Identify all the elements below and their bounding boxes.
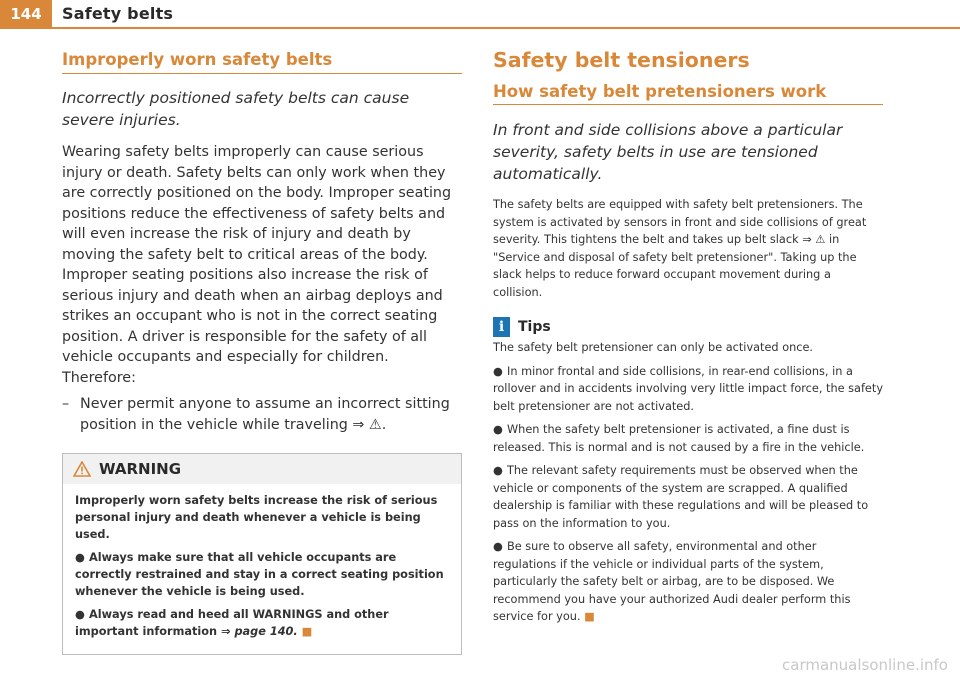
list-item: ● In minor frontal and side collisions, in rear-end collisions, in a rollover and in accidents involving very little impact force, the safety belt pretensioner are not activated. [493, 364, 884, 413]
list-item [62, 394, 462, 435]
end-marker-icon: ■ [301, 625, 313, 638]
section-title: Improperly worn safety belts [62, 50, 462, 74]
list-item-text: Never permit anyone to assume an incorrect sitting position in the vehicle while traveling ⇒ ⚠. [80, 396, 450, 433]
section-intro: In front and side collisions above a particular severity, safety belts in use are tensioned automatically. [493, 121, 843, 183]
list-item: ● Be sure to observe all safety, environmental and other regulations if the vehicle or individual parts of the system, particularly the safety belt or airbag, are to be disposed. We recommend you have your authorized Audi dealer perform this service for you. ■ [493, 540, 851, 623]
list-item: ● The relevant safety requirements must be observed when the vehicle or components of the system are scrapped. A qualified dealership is familiar with these regulations and will be pleased to pass on the information to you. [493, 464, 869, 530]
warning-bullet: ● Always make sure that all vehicle occupants are correctly restrained and stay in a correct seating position whenever the vehicle is being used. [75, 551, 444, 598]
page-reference-link[interactable]: page 140. [234, 625, 298, 638]
warning-title: WARNING [99, 460, 182, 478]
warning-box [62, 453, 462, 655]
tips-list [493, 339, 883, 626]
section-title: Safety belt tensioners [493, 48, 750, 72]
watermark: carmanualsonline.info [782, 656, 948, 674]
end-marker-icon: ■ [584, 610, 595, 623]
tips-title: Tips [518, 319, 551, 335]
dash-bullet: – [62, 396, 70, 412]
warning-header [63, 454, 461, 484]
tips-intro: The safety belt pretensioner can only be activated once. [493, 341, 814, 354]
section-body: The safety belts are equipped with safety belt pretensioners. The system is activated by sensors in front and side collisions of great severity. This tightens the belt and takes up belt slack ⇒ ⚠ in "Service and disposal of safety belt pretensioner". Taking up the slack helps to reduce forward occupant movement during a collision. [493, 198, 867, 299]
warning-body [63, 484, 461, 654]
section-body: Wearing safety belts improperly can cause serious injury or death. Safety belts can only work when they are correctly positioned on the body. Improper seating positions reduce the effectiveness of safety belts and will even increase the risk of injury and death by moving the safety belt to critical areas of the body. Improper seating positions also increase the risk of serious injury and death when an airbag deploys and strikes an occupant who is not in the correct seating position. A driver is responsible for the safety of all vehicle occupants and especially for children. Therefore: [62, 144, 452, 386]
header-divider [0, 27, 960, 29]
list-item: ● When the safety belt pretensioner is activated, a fine dust is released. This is normal and is not caused by a fire in the vehicle. [493, 423, 865, 454]
warning-paragraph: Improperly worn safety belts increase the risk of serious personal injury and death whenever a vehicle is being used. [75, 494, 438, 541]
warning-triangle-icon [73, 461, 91, 477]
right-column [493, 48, 883, 632]
left-column [62, 50, 462, 655]
warning-bullet: ● Always read and heed all WARNINGS and other important information ⇒ page 140. ■ [75, 608, 389, 638]
chapter-title: Safety belts [62, 4, 174, 23]
page-number: 144 [0, 0, 52, 27]
tips-header [493, 317, 883, 337]
subsection-title: How safety belt pretensioners work [493, 82, 883, 105]
section-intro: Incorrectly positioned safety belts can cause severe injuries. [62, 89, 410, 129]
info-icon: i [493, 317, 510, 337]
